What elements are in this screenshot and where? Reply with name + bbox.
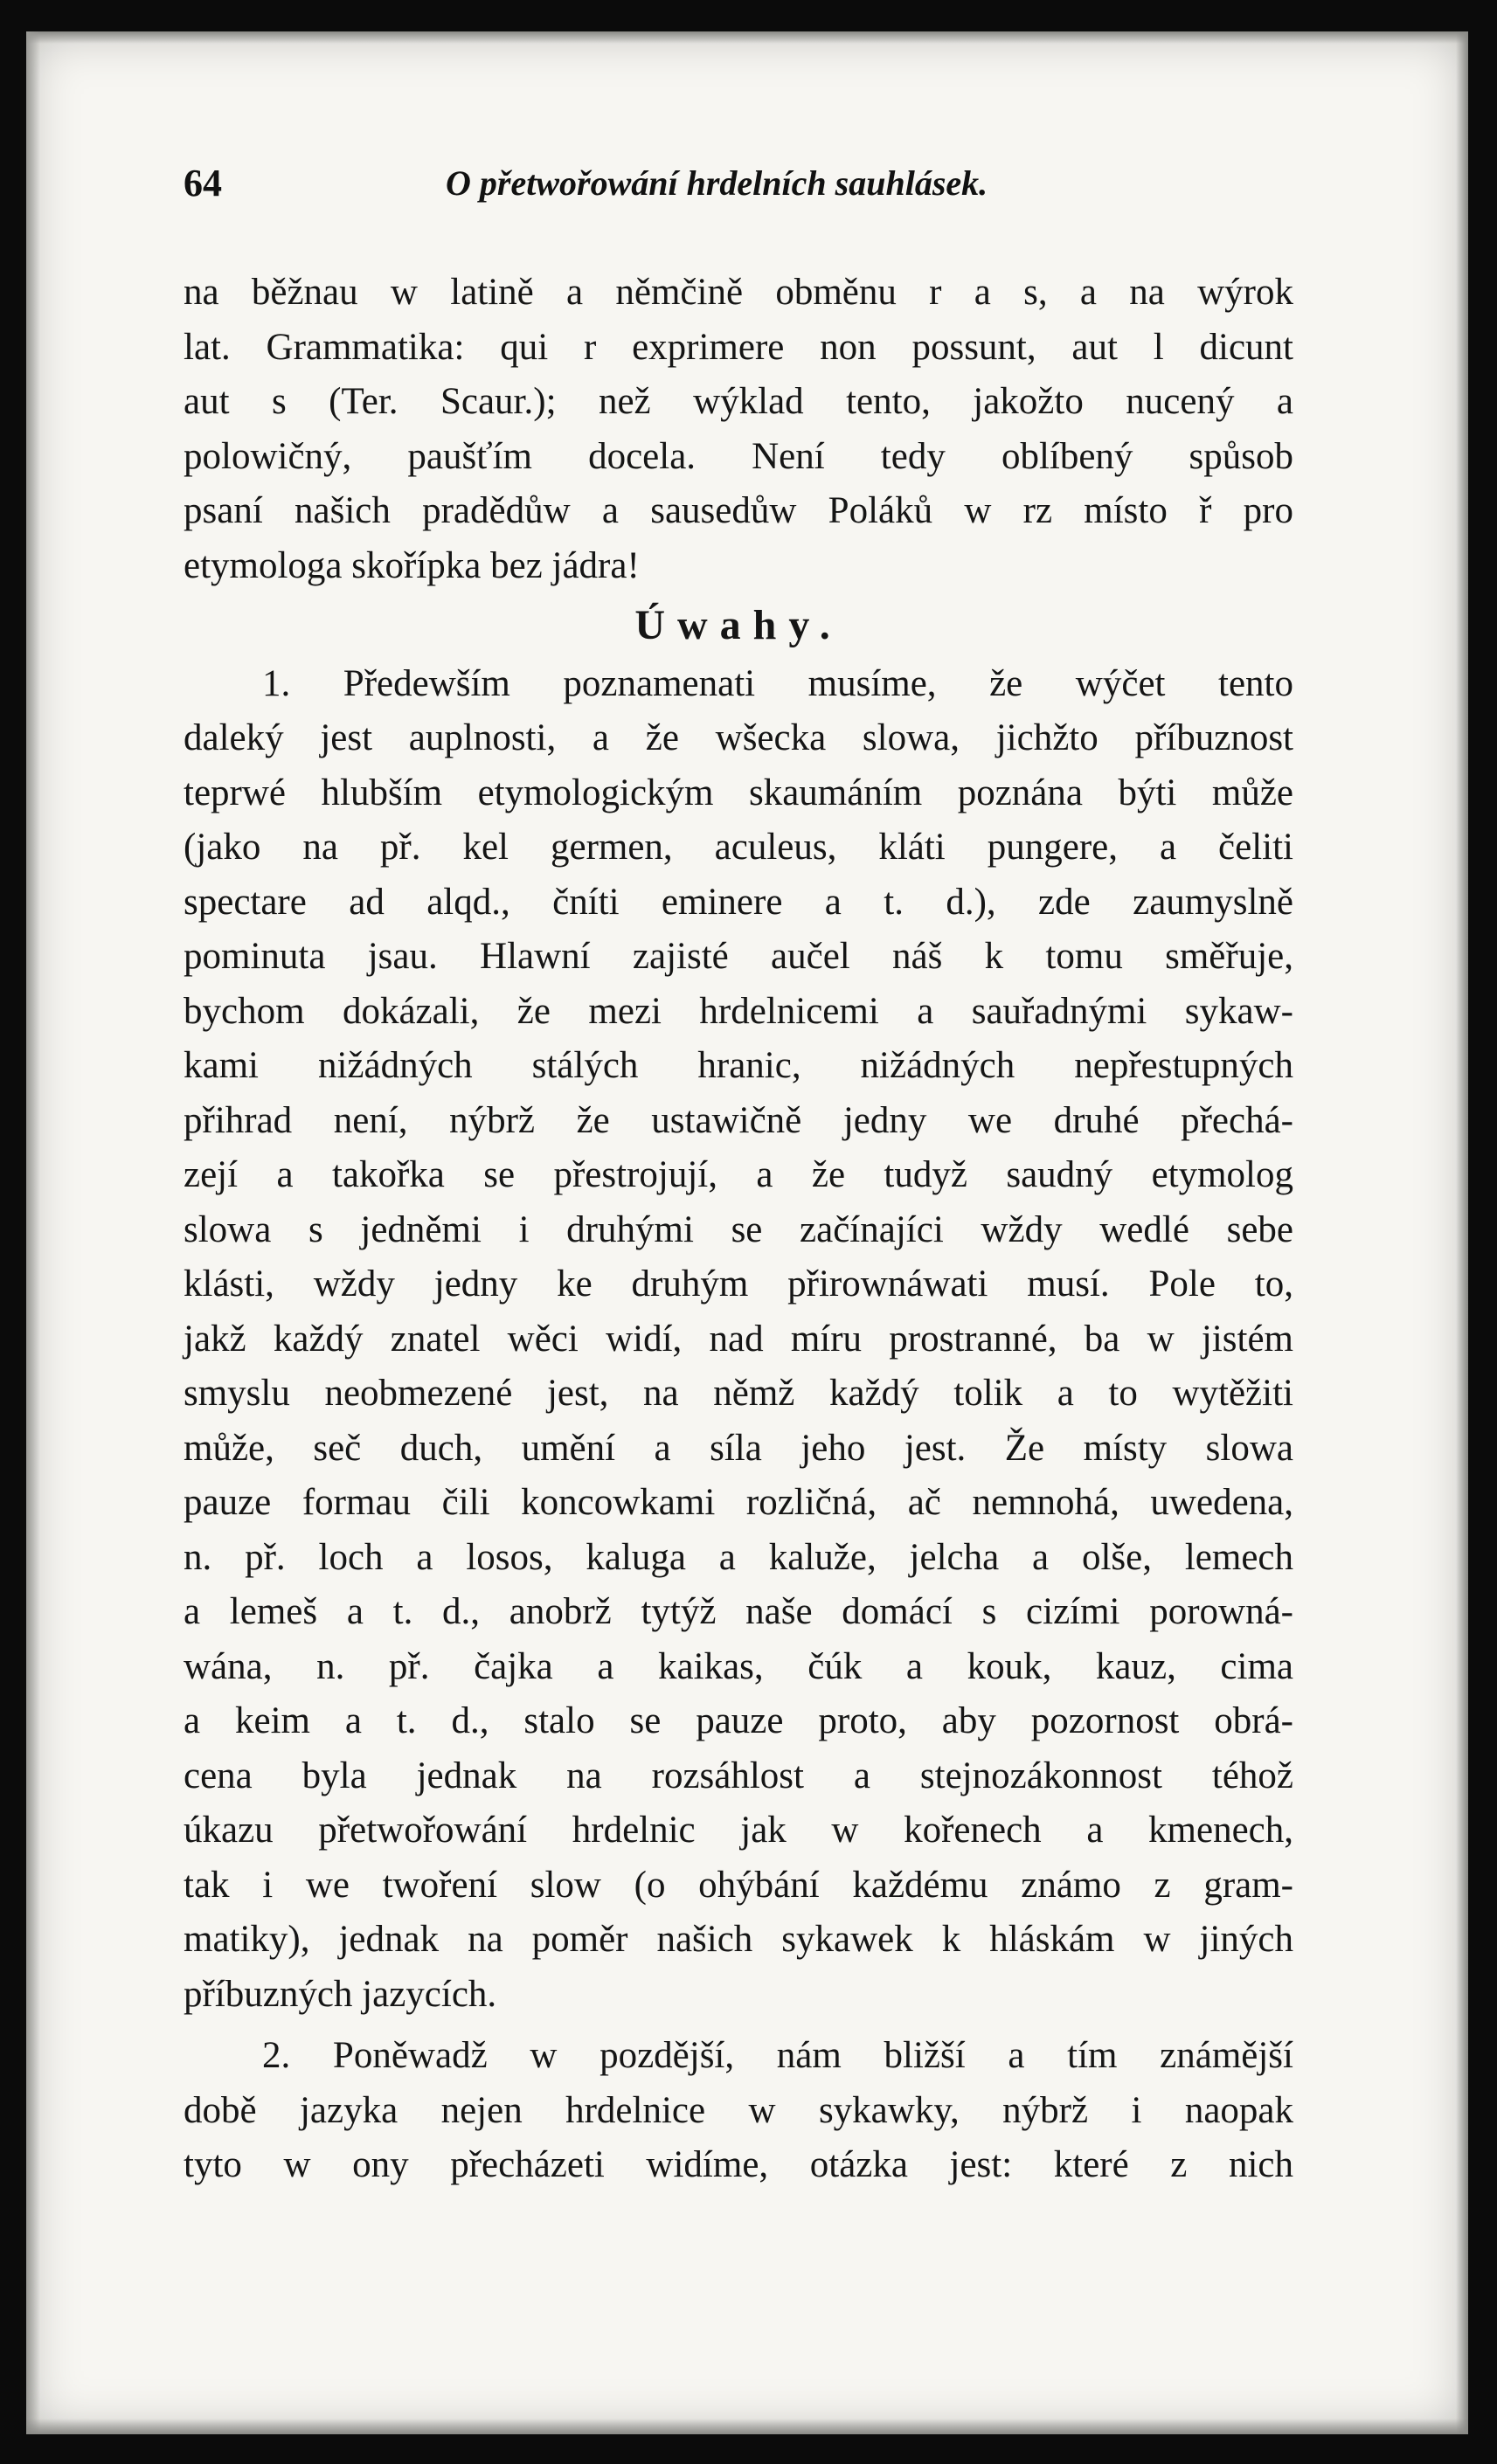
paragraph-1 xyxy=(184,657,1293,2023)
text-line: může, seč duch, umění a síla jeho jest. Že místy slowa xyxy=(184,1427,1293,1469)
paragraph-2 xyxy=(184,2029,1293,2193)
text-line: aut s (Ter. Scaur.); než wýklad tento, jakožto nucený a xyxy=(184,381,1293,422)
text-line: době jazyka nejen hrdelnice w sykawky, nýbrž i naopak xyxy=(184,2089,1293,2131)
text-line: a keim a t. d., stalo se pauze proto, aby pozornost obrá- xyxy=(184,1700,1293,1741)
text-line: slowa s jedněmi i druhými se začínajíci wždy wedlé sebe xyxy=(184,1208,1293,1250)
page-edge-top xyxy=(26,31,1468,44)
text-line: úkazu přetwořowání hrdelnic jak w kořenech a kmenech, xyxy=(184,1810,1293,1851)
text-line: kami nižádných stálých hranic, nižádných nepřestupných xyxy=(184,1045,1293,1086)
text-line: polowičný, paušťím docela. Není tedy oblíbený spůsob xyxy=(184,435,1293,477)
text-line: wána, n. př. čajka a kaikas, čúk a kouk, kauz, cima xyxy=(184,1645,1293,1687)
text-line: matiky), jednak na poměr našich sykawek k hláskám w jiných xyxy=(184,1919,1293,1960)
scanned-page xyxy=(26,31,1468,2434)
text-line: n. př. loch a losos, kaluga a kaluže, jelcha a olše, lemech xyxy=(184,1536,1293,1578)
text-line: teprwé hlubším etymologickým skaumáním poznána býti může xyxy=(184,772,1293,813)
text-line: zejí a takořka se přestrojují, a že tudyž saudný etymolog xyxy=(184,1154,1293,1195)
page-header xyxy=(184,161,1293,213)
page-number: 64 xyxy=(184,162,222,204)
text-line: etymologa skořípka bez jádra! xyxy=(184,544,640,586)
body-text xyxy=(184,266,1293,2193)
text-line: 2. Poněwadž w pozdější, nám bližší a tím známější xyxy=(262,2035,1293,2076)
text-line: spectare ad alqd., čníti eminere a t. d.), zde zaumyslně xyxy=(184,881,1293,923)
text-line: 1. Předewším poznamenati musíme, že wýčet tento xyxy=(262,662,1293,704)
text-line: psaní našich pradědůw a sausedůw Poláků w rz místo ř pro xyxy=(184,490,1293,531)
page-edge-bottom xyxy=(26,2419,1468,2434)
page-edge-right xyxy=(1456,31,1468,2434)
text-line: cena byla jednak na rozsáhlost a stejnozákonnost téhož xyxy=(184,1755,1293,1796)
text-line: pominuta jsau. Hlawní zajisté aučel náš k tomu směřuje, xyxy=(184,936,1293,977)
text-line: tak i we twoření slow (o ohýbání každému známo z gram- xyxy=(184,1864,1293,1906)
text-line: daleký jest auplnosti, a že wšecka slowa, jichžto příbuznost xyxy=(184,717,1293,758)
text-line: tyto w ony přecházeti widíme, otázka jest: které z nich xyxy=(184,2144,1293,2185)
text-line: bychom dokázali, že mezi hrdelnicemi a sauřadnými sykaw- xyxy=(184,990,1293,1032)
text-line: a lemeš a t. d., anobrž tytýž naše domácí s cizími porowná- xyxy=(184,1591,1293,1632)
text-line: jakž každý znatel wěci widí, nad míru prostranné, ba w jistém xyxy=(184,1318,1293,1360)
paragraph-intro xyxy=(184,266,1293,593)
text-line: (jako na př. kel germen, aculeus, kláti pungere, a čeliti xyxy=(184,827,1293,868)
text-line: pauze formau čili koncowkami rozličná, ač nemnohá, uwedena, xyxy=(184,1482,1293,1523)
text-line: lat. Grammatika: qui r exprimere non possunt, aut l dicunt xyxy=(184,326,1293,368)
page-edge-left xyxy=(26,31,40,2434)
text-line: příbuzných jazycích. xyxy=(184,1973,497,2015)
text-line: klásti, wždy jedny ke druhým přirownáwati musí. Pole to, xyxy=(184,1263,1293,1305)
text-line: smyslu neobmezené jest, na němž každý tolik a to wytěžiti xyxy=(184,1373,1293,1414)
section-heading: Úwahy. xyxy=(634,602,842,648)
text-line: přihrad není, nýbrž že ustawičně jedny we druhé přechá- xyxy=(184,1099,1293,1141)
text-line: na běžnau w latině a němčině obměnu r a s, a na wýrok xyxy=(184,272,1293,313)
running-title: O přetwořowání hrdelních sauhlásek. xyxy=(446,163,988,203)
